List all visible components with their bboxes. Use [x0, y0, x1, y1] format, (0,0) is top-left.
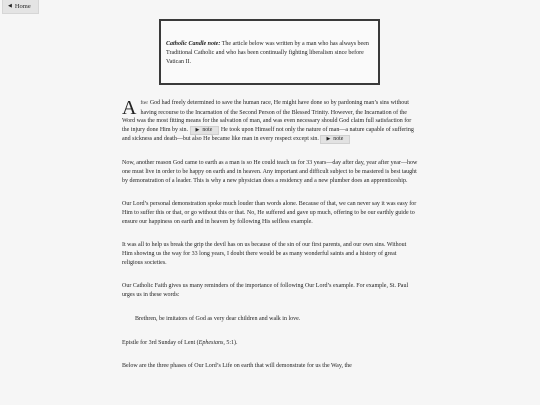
article-paragraph [122, 99, 418, 144]
footnote-button[interactable] [190, 126, 220, 135]
home-label: Home [14, 3, 31, 10]
triangle-right-icon: ▶ [195, 128, 200, 134]
footnote-label: note [202, 127, 213, 134]
footnote-label: note [333, 136, 344, 143]
drop-cap: A [122, 97, 137, 119]
scripture-quote: Brethren, be imitators of God as very dear children and walk in love. [135, 315, 301, 322]
editor-note-text: The article below was written by a man who has always been Traditional Catholic and who has been continually fighting liberalism since before Vatican II. [166, 41, 369, 65]
triangle-left-icon: ◀ [8, 4, 12, 9]
paragraph-text: God had freely determined to save the human race, He might have done so by pardoning man’s sins without having recourse to the Incarnation of the Second Person of the Blessed Trinity. However, the Incarnation of the Word was the most fitting means for the salvation of man, and was even necessary should God claim full satisfaction for the injury done Him by sin. [122, 100, 412, 134]
footnote-button[interactable] [320, 135, 350, 144]
home-button[interactable] [2, 0, 39, 14]
article-paragraph: Below are the three phases of Our Lord’s Life on earth that will demonstrate for us the Way, the [122, 363, 352, 370]
article-paragraph: Our Lord’s personal demonstration spoke much louder than words alone. Because of that, we can never say it was easy for Him to suffer this or that, or go without this or that. No, He suffered and gave up much, offering to be our earthly guide to ensure our happiness on earth and in heaven by following His selfless example. [122, 201, 417, 225]
editor-note-box [159, 19, 380, 85]
citation-book: Ephesians [198, 339, 224, 346]
article-paragraph: Our Catholic Faith gives us many reminders of the importance of following Our Lord’s example. For example, St. Paul urges us in these words: [122, 283, 409, 299]
paragraph-text: He took upon Himself not only the nature of man—a nature capable of suffering and sickness and death—but also He became like man in every respect except sin. [122, 127, 414, 143]
citation-text: , 5:1). [223, 339, 238, 346]
editor-note-lead: Catholic Candle note: [166, 41, 221, 47]
triangle-right-icon: ▶ [326, 137, 331, 143]
citation-text: Epistle for 3rd Sunday of Lent ( [122, 339, 199, 346]
citation [122, 339, 418, 348]
article-paragraph: Now, another reason God came to earth as a man is so He could teach us for 33 years—day after day, year after year—how one must live in order to be happy on earth and in heaven. Any important and difficult subject to be mastered is best taught by demonstration of a leader. This is why a new physician does a residency and a new plumber does an apprenticeship. [122, 160, 418, 184]
article-body [122, 99, 418, 386]
small-caps-text: fter [140, 101, 149, 106]
article-paragraph: It was all to help us break the grip the devil has on us because of the sin of our first parents, and our own sins. Without Him showing us the way for 33 long years, I doubt there would be as many wonderful saints and a history of great religious societies. [122, 242, 407, 266]
